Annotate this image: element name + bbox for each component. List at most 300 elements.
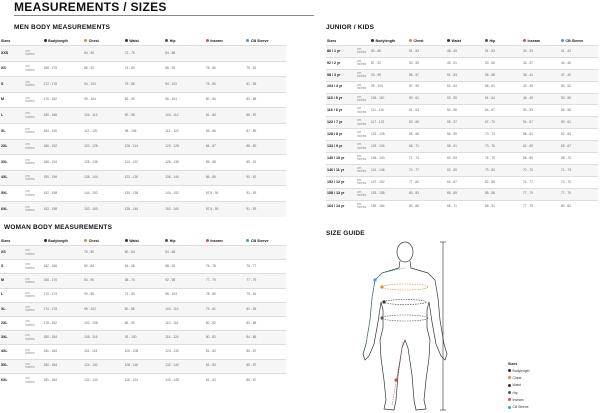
chest-cell: 128 - 136 — [84, 159, 98, 164]
size-cell: 164 / 14 yr — [327, 203, 345, 208]
bodylength-cell: 135 - 140 — [371, 155, 385, 160]
unit-cm: cm — [25, 205, 30, 210]
chest-cell: 124 - 132 — [84, 363, 98, 368]
bodylength-cell: 192 - 198 — [43, 206, 58, 211]
hip-cell: 94 - 100 — [165, 81, 177, 86]
column-header — [164, 236, 205, 246]
hip-guide — [382, 315, 428, 321]
column-header-label: CB Sleeve — [250, 238, 269, 243]
table-row — [0, 61, 286, 77]
inseam-cell: 81 - 84 — [205, 112, 216, 117]
table-row — [0, 77, 286, 93]
cb_sleeve-cell: 59 - 61 — [561, 120, 571, 125]
hip-icon — [165, 39, 168, 42]
unit-cm: cm — [357, 58, 362, 63]
bodylength-cell: 87 - 92 — [371, 60, 381, 65]
cb_sleeve-icon — [246, 239, 249, 242]
column-header-label: Inseam — [210, 38, 223, 43]
inseam-cell: 78 - 80 — [205, 66, 216, 71]
chest-cell: 71 - 74 — [409, 155, 419, 160]
unit-cell — [24, 92, 42, 108]
column-header — [484, 36, 522, 46]
unit-cell — [356, 81, 370, 93]
chest-cell: 77 - 80 — [409, 179, 419, 184]
size-cell: M — [1, 278, 4, 283]
size-cell: 2XL — [1, 144, 8, 149]
table-row — [326, 69, 598, 81]
cb_sleeve-cell — [245, 246, 286, 260]
size-cell: 5XL — [1, 190, 8, 195]
waist-cell: 86 - 92 — [124, 320, 135, 325]
waist-cell: 64 - 68 — [124, 264, 135, 269]
column-header — [522, 36, 560, 46]
women-section-title: WOMAN BODY MEASUREMENTS — [4, 224, 113, 231]
chest-cell: 65 - 68 — [409, 131, 419, 136]
table-row — [0, 186, 286, 202]
cb_sleeve-cell: 75 - 77 — [246, 264, 257, 269]
hip-cell: 116 - 124 — [165, 335, 179, 340]
inseam-cell: 78 - 80 — [205, 292, 216, 297]
legend-label: Inseam — [512, 397, 524, 402]
bodylength-cell — [43, 46, 84, 62]
unit-cell — [24, 46, 42, 62]
chest-icon — [84, 239, 87, 242]
legend-item-bodylength — [508, 367, 529, 374]
waist-cell: 130 - 138 — [124, 190, 139, 195]
table-row — [326, 141, 598, 153]
chest-cell: 61 - 63 — [409, 108, 419, 113]
size-cell: L — [1, 292, 4, 297]
unit-inches: inches — [25, 114, 35, 119]
hip-cell: 67 - 70 — [485, 120, 495, 125]
column-header — [124, 36, 165, 46]
size-cell: 2XL — [1, 320, 8, 325]
table-row — [326, 164, 598, 176]
bodylength-cell: 99 - 104 — [371, 84, 383, 89]
waist-cell: 62 - 65 — [447, 167, 457, 172]
bodylength-cell: 80 - 86 — [371, 48, 381, 53]
size-cell: 3XL — [1, 159, 8, 164]
hip-cell: 85 - 88 — [485, 191, 495, 196]
bodylength-cell: 111 - 116 — [371, 108, 384, 113]
column-header-label: Bodylength — [48, 238, 68, 243]
chest-cell: 80 - 83 — [409, 191, 419, 196]
chest-cell: 83 - 86 — [409, 203, 419, 208]
waist-icon — [508, 384, 511, 387]
column-header — [326, 36, 370, 46]
body-outline — [363, 242, 447, 410]
bodylength-icon — [44, 39, 47, 42]
inseam-cell — [205, 46, 246, 62]
hip-cell: 128 - 136 — [165, 159, 179, 164]
unit-inches: inches — [25, 294, 35, 299]
unit-inches: inches — [25, 350, 35, 355]
unit-inches: inches — [357, 86, 367, 91]
size-cell: XL — [1, 128, 6, 133]
inseam-cell: 46 - 49 — [523, 96, 533, 101]
hip-icon — [508, 391, 511, 394]
unit-inches: inches — [357, 109, 367, 114]
bodylength-cell: 180 - 184 — [43, 335, 58, 340]
hip-cell: 76 - 79 — [485, 155, 495, 160]
waist-cell: 52 - 54 — [447, 84, 457, 89]
cb_sleeve-cell: 80 - 82 — [561, 203, 571, 208]
bodylength-cell: 153 - 158 — [371, 191, 385, 196]
size-cell: 6XL — [1, 377, 8, 382]
unit-cm: cm — [25, 276, 30, 281]
unit-inches: inches — [25, 67, 35, 72]
column-header — [408, 36, 446, 46]
hip-cell: 86 - 92 — [165, 66, 176, 71]
cb_sleeve-cell: 77 - 79 — [561, 191, 571, 196]
table-row — [0, 302, 286, 316]
legend-item-chest — [508, 374, 529, 381]
inseam-icon — [508, 398, 511, 401]
waist-cell: 74 - 80 — [124, 292, 135, 297]
unit-cm: cm — [357, 201, 362, 206]
size-guide-legend — [508, 362, 529, 411]
table-row — [326, 117, 598, 129]
waist-cell: 60 - 63 — [447, 155, 457, 160]
unit-cell — [24, 260, 42, 274]
table-row — [0, 331, 286, 345]
chest-cell: 74 - 77 — [409, 167, 419, 172]
unit-inches: inches — [25, 365, 35, 370]
hip-cell: 51 - 53 — [485, 48, 495, 53]
inseam-cell: 77 - 79 — [523, 191, 533, 196]
size-cell: 6XL — [1, 206, 8, 211]
waist-cell: 60 - 64 — [124, 249, 135, 254]
unit-cm: cm — [25, 376, 30, 381]
chest-cell: 96 - 104 — [84, 97, 96, 102]
cb_sleeve-cell: 83 - 85 — [246, 97, 257, 102]
column-header-label: Chest — [88, 38, 99, 43]
table-row — [0, 170, 286, 186]
chest-cell: 108 - 116 — [84, 335, 98, 340]
inseam-cell: 54 - 57 — [523, 120, 533, 125]
unit-cm: cm — [357, 177, 362, 182]
bodylength-cell: 192 - 198 — [43, 190, 58, 195]
legend-label: Chest — [512, 375, 522, 380]
unit-inches: inches — [357, 74, 367, 79]
inseam-cell: 50 - 53 — [523, 108, 533, 113]
table-row — [326, 93, 598, 105]
unit-inches: inches — [357, 133, 367, 138]
unit-cell — [356, 200, 370, 212]
inseam-cell: 87,5 - 90 — [205, 206, 219, 211]
hip-cell: 110 - 116 — [165, 320, 179, 325]
column-header-label: Chest — [413, 38, 424, 43]
chest-cell: 57 - 59 — [409, 84, 419, 89]
bodylength-cell: 178 - 182 — [43, 320, 58, 325]
unit-inches: inches — [25, 83, 35, 88]
waist-cell: 51 - 53 — [447, 72, 457, 77]
size-cell: 3XL — [1, 335, 8, 340]
sleeve-guide — [366, 268, 405, 344]
waist-cell: 72 - 76 — [124, 50, 135, 55]
column-header-label: Waist — [129, 238, 139, 243]
unit-cm: cm — [25, 80, 30, 85]
bodylength-cell: 162 - 166 — [43, 264, 58, 269]
unit-cell — [24, 246, 42, 260]
bodylength-cell: 123 - 128 — [371, 131, 385, 136]
size-cell: 158 / 13 yr — [327, 191, 345, 196]
waist-cell: 56 - 59 — [447, 131, 457, 136]
waist-icon — [125, 239, 128, 242]
column-header — [0, 36, 43, 46]
unit-inches: inches — [25, 192, 35, 197]
hip-cell: 88 - 92 — [165, 264, 176, 269]
unit-cm: cm — [357, 70, 362, 75]
unit-cm: cm — [357, 130, 362, 135]
table-row — [0, 123, 286, 139]
unit-cell — [356, 117, 370, 129]
hip-cell: 152 - 160 — [165, 206, 179, 211]
column-header-label: Sizes — [327, 38, 337, 43]
inseam-cell: 77 - 79 — [205, 278, 216, 283]
waist-cell: 68 - 74 — [124, 278, 135, 283]
bodylength-cell: 190 - 196 — [43, 175, 58, 180]
size-cell: 128 / 8 yr — [327, 131, 343, 136]
legend-label: Waist — [512, 383, 521, 388]
unit-cm: cm — [25, 158, 30, 163]
table-header-row — [326, 36, 598, 46]
cb_sleeve-icon — [508, 406, 511, 409]
size-cell: 5XL — [1, 363, 8, 368]
cb_sleeve-cell: 85 - 87 — [246, 112, 257, 117]
hip-icon — [485, 39, 488, 42]
hip-cell: 104 - 110 — [165, 306, 179, 311]
unit-cell — [356, 57, 370, 69]
unit-inches: inches — [357, 145, 367, 150]
waist-cell: 66 - 69 — [447, 191, 457, 196]
column-header-label: Sizes — [1, 38, 11, 43]
unit-cm: cm — [357, 82, 362, 87]
unit-cm: cm — [357, 94, 362, 99]
unit-cell — [24, 302, 42, 316]
chest-cell: 152 - 160 — [84, 206, 98, 211]
bodylength-cell: 186 - 192 — [43, 144, 58, 149]
unit-cm: cm — [357, 189, 362, 194]
chest-icon — [508, 376, 511, 379]
size-cell: 134 / 9 yr — [327, 143, 343, 148]
legend-label: CB Sleeve — [512, 405, 529, 410]
unit-inches: inches — [25, 161, 35, 166]
waist-cell: 98 - 106 — [124, 128, 137, 133]
bodylength-cell: 170 - 174 — [43, 292, 58, 297]
bodylength-cell: 168 - 175 — [43, 66, 58, 71]
title-divider — [14, 15, 314, 16]
unit-inches: inches — [25, 99, 35, 104]
inseam-cell: 81 - 83 — [205, 363, 216, 368]
cb_sleeve-cell: 85 - 87 — [246, 377, 257, 382]
cb_sleeve-icon — [246, 39, 249, 42]
bodylength-cell: 172 - 178 — [43, 81, 58, 86]
inseam-cell: 42 - 45 — [523, 84, 533, 89]
hip-cell: 73 - 76 — [485, 143, 495, 148]
waist-cell: 116 - 124 — [124, 377, 138, 382]
unit-cm: cm — [25, 111, 30, 116]
unit-cm: cm — [25, 173, 30, 178]
inseam-cell: 80 - 84 — [205, 97, 216, 102]
unit-cm: cm — [357, 106, 362, 111]
legend-item-hip — [508, 389, 529, 396]
unit-inches: inches — [357, 121, 367, 126]
unit-cm: cm — [25, 262, 30, 267]
unit-cm: cm — [25, 304, 30, 309]
table-row — [0, 288, 286, 302]
unit-inches: inches — [25, 52, 35, 57]
bodylength-cell: 180 - 184 — [43, 363, 58, 368]
table-row — [326, 46, 598, 58]
size-cell: XS — [1, 249, 6, 254]
table-row — [326, 176, 598, 188]
column-header — [43, 236, 84, 246]
chest-cell: 104 - 112 — [84, 112, 98, 117]
chest-cell: 80 - 84 — [84, 264, 95, 269]
waist-cell: 64 - 67 — [447, 179, 457, 184]
column-header-label: CB Sleeve — [565, 38, 584, 43]
bodylength-cell — [43, 246, 84, 260]
bodylength-cell: 180 - 184 — [43, 377, 58, 382]
inseam-cell: 76 - 78 — [205, 264, 216, 269]
table-row — [326, 200, 598, 212]
legend-item-inseam — [508, 396, 529, 403]
size-cell: 92 / 2 yr — [327, 60, 341, 65]
chest-cell: 132 - 140 — [84, 377, 98, 382]
unit-cell — [356, 105, 370, 117]
cb_sleeve-cell: 85 - 87 — [246, 363, 257, 368]
cb_sleeve-icon — [561, 39, 564, 42]
column-header-label: Chest — [88, 238, 99, 243]
waist-cell: 108 - 116 — [124, 363, 138, 368]
inseam-cell: 83 - 86 — [205, 128, 216, 133]
column-header — [205, 236, 246, 246]
hip-cell: 112 - 120 — [165, 128, 179, 133]
legend-label: Hip — [512, 390, 518, 395]
hip-cell: 124 - 132 — [165, 349, 179, 354]
inseam-cell: 78 - 80 — [205, 81, 216, 86]
waist-guide — [384, 300, 426, 305]
unit-cm: cm — [357, 165, 362, 170]
waist-cell: 74 - 80 — [124, 66, 135, 71]
chest-guide — [382, 284, 428, 290]
inseam-cell: 77 - 79 — [523, 203, 533, 208]
unit-cm: cm — [357, 142, 362, 147]
size-cell: S — [1, 264, 4, 269]
table-row — [0, 92, 286, 108]
unit-cell — [24, 170, 42, 186]
unit-cm: cm — [357, 47, 362, 52]
unit-cm: cm — [25, 333, 30, 338]
junior-section-title: JUNIOR / KIDS — [326, 24, 375, 31]
unit-inches: inches — [25, 279, 35, 284]
column-header — [0, 236, 43, 246]
bodylength-cell: 180 - 184 — [43, 349, 58, 354]
hip-cell: 82 - 85 — [485, 179, 495, 184]
chest-cell: 68 - 71 — [409, 143, 419, 148]
legend-title: Sizes — [508, 362, 518, 366]
bodylength-cell: 176 - 182 — [43, 97, 58, 102]
unit-cm: cm — [357, 154, 362, 159]
size-cell: 110 / 5 yr — [327, 96, 343, 101]
chest-cell: 112 - 120 — [84, 128, 98, 133]
hip-cell: 120 - 128 — [165, 144, 179, 149]
unit-inches: inches — [25, 130, 35, 135]
unit-cell — [24, 77, 42, 93]
cb_sleeve-cell: 83 - 85 — [246, 320, 257, 325]
unit-inches: inches — [25, 308, 35, 313]
legend-item-cb_sleeve — [508, 403, 529, 410]
inseam-cell: 79 - 81 — [205, 306, 216, 311]
bodylength-cell: 188 - 194 — [43, 159, 58, 164]
inseam-cell: 81 - 83 — [205, 377, 216, 382]
waist-cell: 54 - 56 — [447, 108, 457, 113]
size-cell: XS — [1, 66, 6, 71]
inseam-cell: 38 - 41 — [523, 72, 533, 77]
inseam-cell: 34 - 37 — [523, 60, 533, 65]
cb_sleeve-cell: 44 - 46 — [561, 60, 571, 65]
cb_sleeve-cell: 47 - 49 — [561, 72, 571, 77]
size-cell: 146 / 11 yr — [327, 167, 345, 172]
waist-cell: 79 - 85 — [124, 81, 135, 86]
unit-cell — [24, 123, 42, 139]
page-title: MEASUREMENTS / SIZES — [14, 0, 167, 14]
chest-cell: 84 - 90 — [84, 50, 95, 55]
cb_sleeve-cell: 56 - 58 — [561, 108, 571, 113]
column-header-label: Hip — [169, 38, 176, 43]
unit-cell — [24, 274, 42, 288]
unit-cell — [24, 186, 42, 202]
waist-cell: 58 - 61 — [447, 143, 457, 148]
waist-cell: 106 - 114 — [124, 144, 138, 149]
table-row — [0, 139, 286, 155]
hip-cell: 88 - 91 — [485, 203, 495, 208]
column-header — [83, 36, 124, 46]
unit-cm: cm — [25, 126, 30, 131]
bodylength-cell: 166 - 170 — [43, 278, 58, 283]
column-header — [83, 236, 124, 246]
column-header — [164, 36, 205, 46]
waist-cell: 53 - 55 — [447, 96, 457, 101]
inseam-icon — [206, 39, 209, 42]
hip-cell: 96 - 104 — [165, 97, 177, 102]
inseam-cell: 62 - 65 — [523, 143, 533, 148]
unit-cm: cm — [25, 64, 30, 69]
column-header-label: Waist — [129, 38, 139, 43]
hip-cell: 144 - 152 — [165, 190, 179, 195]
inseam-icon — [206, 239, 209, 242]
chest-cell: 90 - 96 — [84, 292, 95, 297]
table-row — [326, 188, 598, 200]
size-cell: 122 / 7 yr — [327, 120, 343, 125]
unit-cm: cm — [25, 189, 30, 194]
unit-cell — [356, 164, 370, 176]
column-header — [560, 36, 598, 46]
table-row — [0, 108, 286, 124]
bodylength-icon — [44, 239, 47, 242]
chest-cell: 86 - 92 — [84, 66, 95, 71]
cb_sleeve-cell: 84 - 86 — [246, 335, 257, 340]
cb_sleeve-cell: 68 - 70 — [561, 155, 571, 160]
legend-label: Bodylength — [512, 368, 530, 373]
size-cell: XL — [1, 306, 6, 311]
men-section-title: MEN BODY MEASUREMENTS — [14, 24, 111, 31]
column-header — [124, 236, 165, 246]
hip-cell: 79 - 82 — [485, 167, 495, 172]
cb_sleeve-cell: 65 - 67 — [561, 143, 571, 148]
column-header-label: Inseam — [527, 38, 540, 43]
